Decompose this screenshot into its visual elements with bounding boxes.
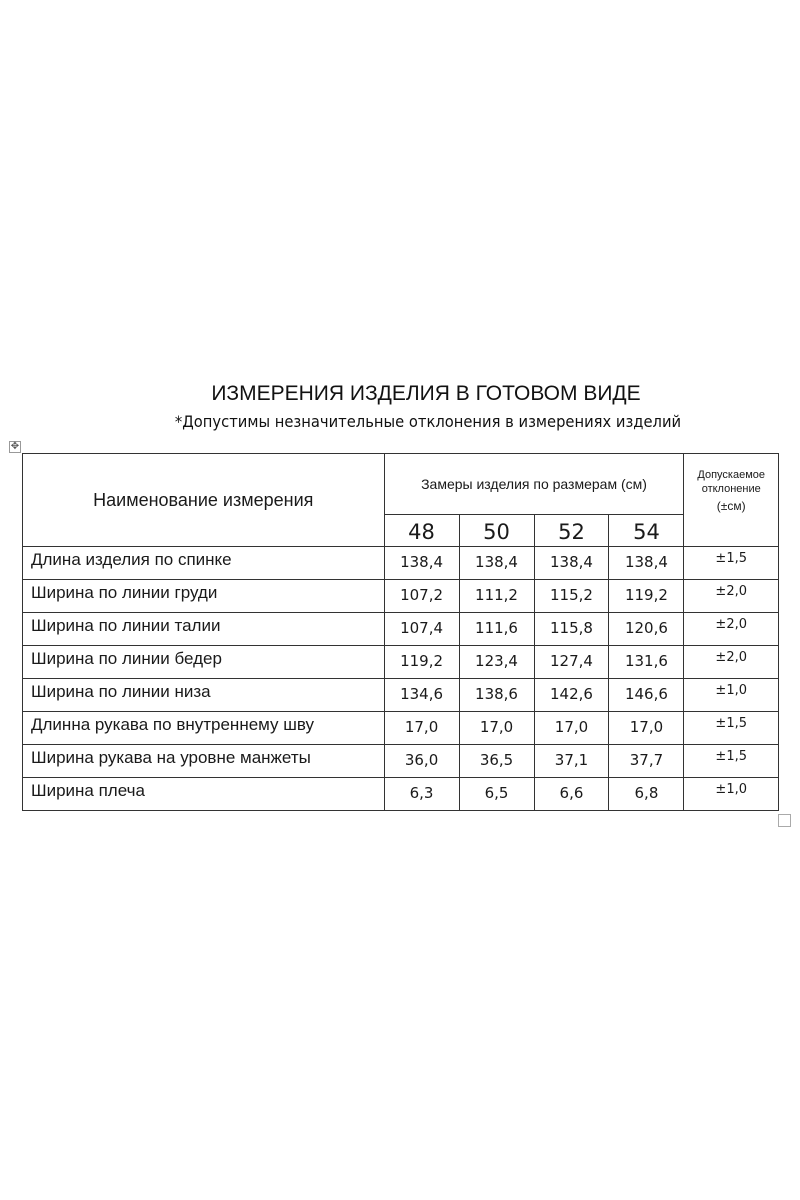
measurement-value: 36,0 [384,745,459,778]
measurement-value: 131,6 [609,646,684,679]
measurement-value: 17,0 [534,712,609,745]
measurement-tolerance: ±1,5 [684,712,779,745]
header-size-52: 52 [534,515,609,547]
measurements-table [22,453,779,811]
measurement-tolerance: ±2,0 [684,613,779,646]
measurement-value: 107,2 [384,580,459,613]
header-tolerance-line1: Допускаемое [697,469,766,481]
table-resize-handle[interactable] [778,814,791,827]
measurement-value: 37,1 [534,745,609,778]
measurement-name: Ширина по линии низа [23,679,385,712]
measurement-value: 138,4 [609,547,684,580]
measurement-name: Длинна рукава по внутреннему шву [23,712,385,745]
measurement-tolerance: ±1,5 [684,745,779,778]
header-size-48: 48 [384,515,459,547]
measurement-tolerance: ±1,0 [684,778,779,811]
measurement-tolerance: ±1,0 [684,679,779,712]
table-row [23,778,779,811]
measurement-value: 111,2 [459,580,534,613]
header-size-50: 50 [459,515,534,547]
measurement-value: 36,5 [459,745,534,778]
measurement-value: 6,5 [459,778,534,811]
measurement-name: Ширина плеча [23,778,385,811]
measurement-name: Ширина рукава на уровне манжеты [23,745,385,778]
measurement-value: 123,4 [459,646,534,679]
measurement-value: 127,4 [534,646,609,679]
table-row [23,712,779,745]
measurement-value: 120,6 [609,613,684,646]
measurement-value: 107,4 [384,613,459,646]
header-size-group: Замеры изделия по размерам (см) [384,454,684,515]
measurement-value: 115,2 [534,580,609,613]
document-title: ИЗМЕРЕНИЯ ИЗДЕЛИЯ В ГОТОВОМ ВИДЕ [211,382,641,405]
table-row [23,745,779,778]
table-header-row [23,454,779,515]
measurement-value: 17,0 [384,712,459,745]
header-tolerance-line3: (±см) [716,499,746,513]
header-size-54: 54 [609,515,684,547]
measurement-value: 115,8 [534,613,609,646]
measurement-value: 138,4 [534,547,609,580]
measurement-name: Длина изделия по спинке [23,547,385,580]
header-measurement-name: Наименование измерения [23,454,385,547]
measurement-value: 119,2 [609,580,684,613]
measurement-value: 138,4 [459,547,534,580]
table-row [23,646,779,679]
measurement-value: 17,0 [459,712,534,745]
measurement-value: 146,6 [609,679,684,712]
document-subtitle: *Допустимы незначительные отклонения в измерениях изделий [174,412,682,431]
header-tolerance-line2: отклонение [701,483,761,495]
measurement-value: 17,0 [609,712,684,745]
measurement-name: Ширина по линии талии [23,613,385,646]
table-row [23,580,779,613]
measurement-tolerance: ±1,5 [684,547,779,580]
table-row [23,679,779,712]
measurement-value: 134,6 [384,679,459,712]
measurement-value: 111,6 [459,613,534,646]
header-tolerance [684,454,779,547]
measurement-tolerance: ±2,0 [684,580,779,613]
table-move-handle-icon[interactable]: ✥ [10,441,20,452]
measurement-value: 138,4 [384,547,459,580]
measurement-value: 119,2 [384,646,459,679]
measurement-value: 6,3 [384,778,459,811]
measurement-value: 6,6 [534,778,609,811]
measurement-name: Ширина по линии бедер [23,646,385,679]
measurement-tolerance: ±2,0 [684,646,779,679]
measurement-value: 37,7 [609,745,684,778]
measurement-value: 142,6 [534,679,609,712]
measurement-value: 6,8 [609,778,684,811]
measurement-value: 138,6 [459,679,534,712]
measurement-name: Ширина по линии груди [23,580,385,613]
table-row [23,547,779,580]
table-row [23,613,779,646]
